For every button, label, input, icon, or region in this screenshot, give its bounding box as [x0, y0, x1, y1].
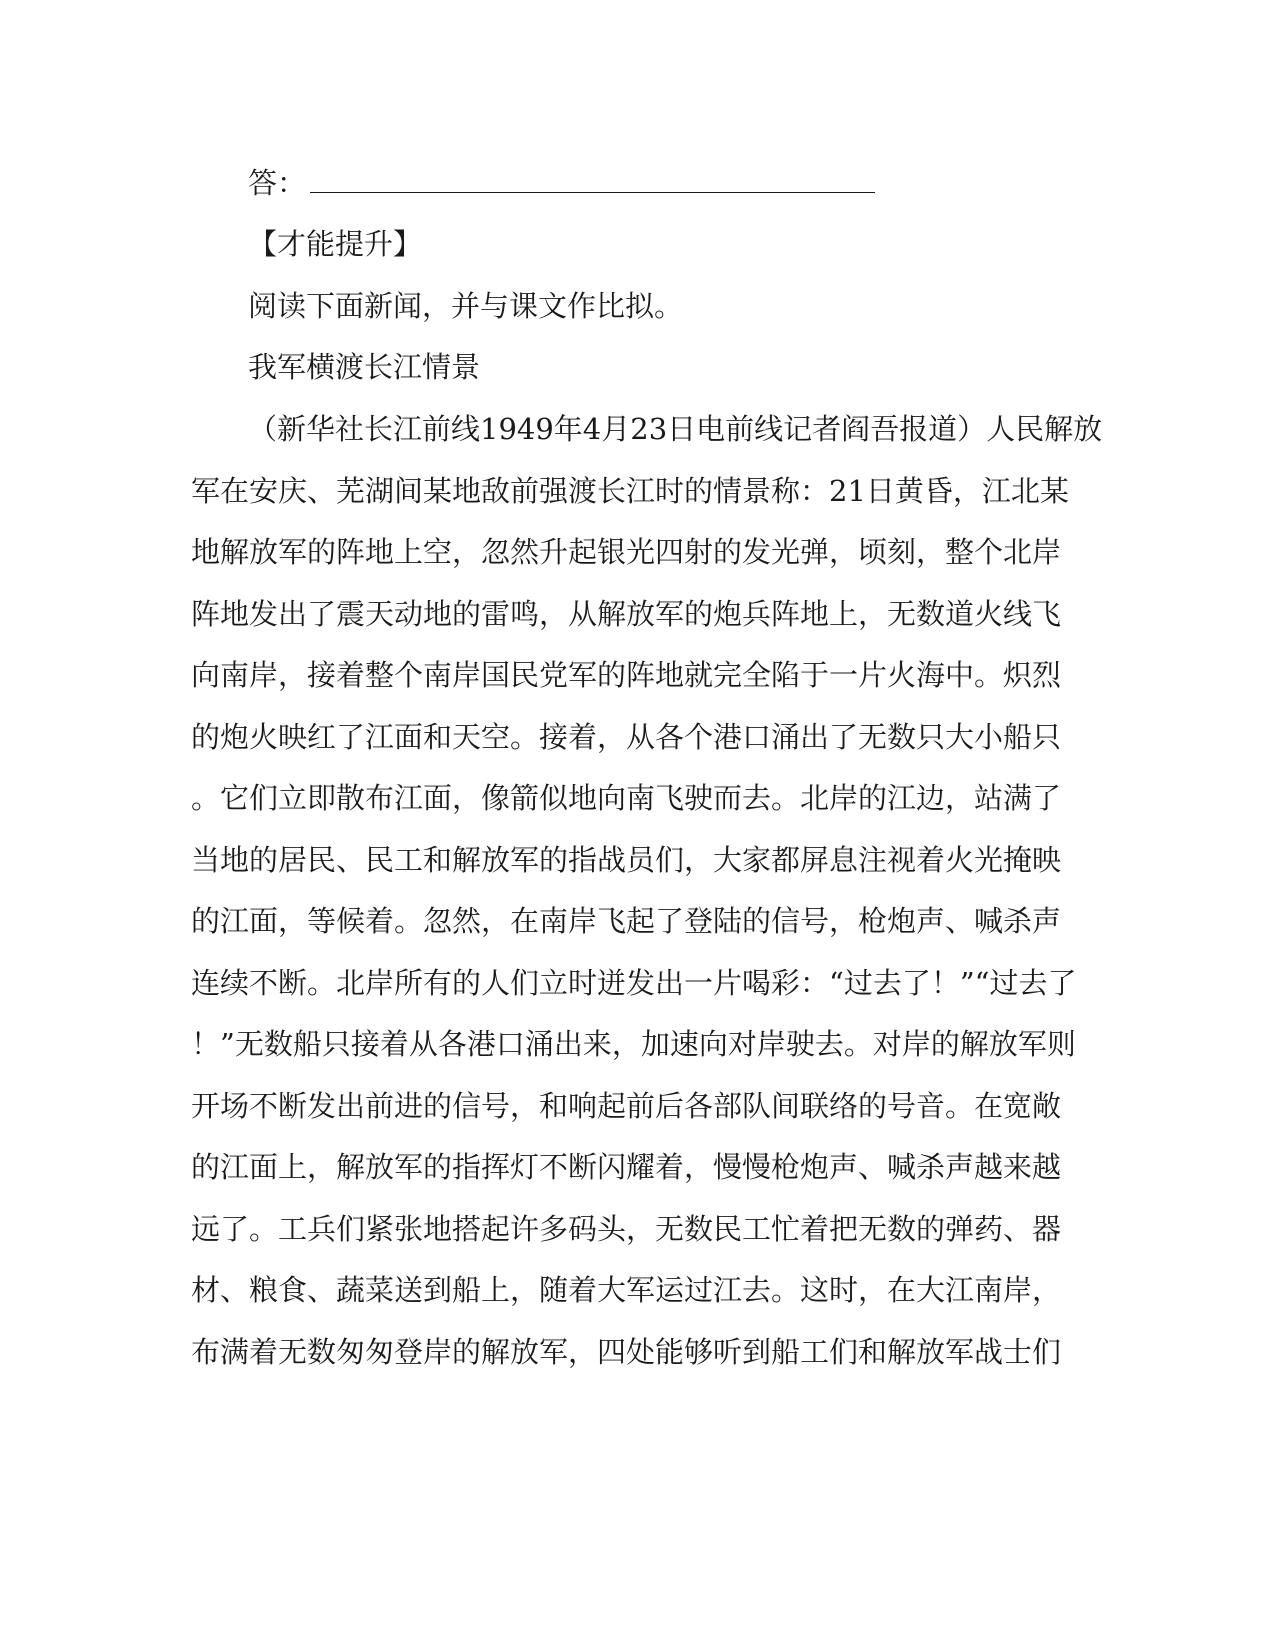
article-line: 远了。工兵们紧张地搭起许多码头，无数民工忙着把无数的弹药、器	[191, 1212, 1062, 1246]
instruction-text: 阅读下面新闻，并与课文作比拟。	[248, 289, 684, 323]
answer-label: 答：	[248, 166, 307, 200]
article-line: 开场不断发出前进的信号，和响起前后各部队间联络的号音。在宽敞	[191, 1089, 1062, 1123]
section-heading: 【才能提升】	[248, 227, 423, 261]
article-line: 的炮火映红了江面和天空。接着，从各个港口涌出了无数只大小船只	[191, 720, 1062, 754]
article-line: 向南岸，接着整个南岸国民党军的阵地就完全陷于一片火海中。炽烈	[191, 658, 1062, 692]
article-line: 材、粮食、蔬菜送到船上，随着大军运过江去。这时，在大江南岸，	[191, 1273, 1062, 1307]
article-title: 我军横渡长江情景	[248, 350, 481, 384]
article-line: 。它们立即散布江面，像箭似地向南飞驶而去。北岸的江边，站满了	[191, 781, 1062, 815]
article-line: （新华社长江前线1949年4月23日电前线记者阎吾报道）人民解放	[248, 412, 1103, 446]
article-line: 的江面上，解放军的指挥灯不断闪耀着，慢慢枪炮声、喊杀声越来越	[191, 1150, 1062, 1184]
article-line: 连续不断。北岸所有的人们立时迸发出一片喝彩：“过去了！”“过去了	[191, 966, 1077, 1000]
article-line: 军在安庆、芜湖间某地敌前强渡长江时的情景称：21日黄昏，江北某	[191, 474, 1069, 508]
article-line: 当地的居民、民工和解放军的指战员们，大家都屏息注视着火光掩映	[191, 843, 1062, 877]
answer-line	[248, 163, 875, 203]
article-line: 的江面，等候着。忽然，在南岸飞起了登陆的信号，枪炮声、喊杀声	[191, 904, 1062, 938]
answer-blank[interactable]	[310, 166, 875, 193]
article-line: 阵地发出了震天动地的雷鸣，从解放军的炮兵阵地上，无数道火线飞	[191, 597, 1062, 631]
article-line: 布满着无数匆匆登岸的解放军，四处能够听到船工们和解放军战士们	[191, 1335, 1062, 1369]
article-line: 地解放军的阵地上空，忽然升起银光四射的发光弹，顷刻，整个北岸	[191, 535, 1062, 569]
article-line: ！”无数船只接着从各港口涌出来，加速向对岸驶去。对岸的解放军则	[191, 1027, 1076, 1061]
